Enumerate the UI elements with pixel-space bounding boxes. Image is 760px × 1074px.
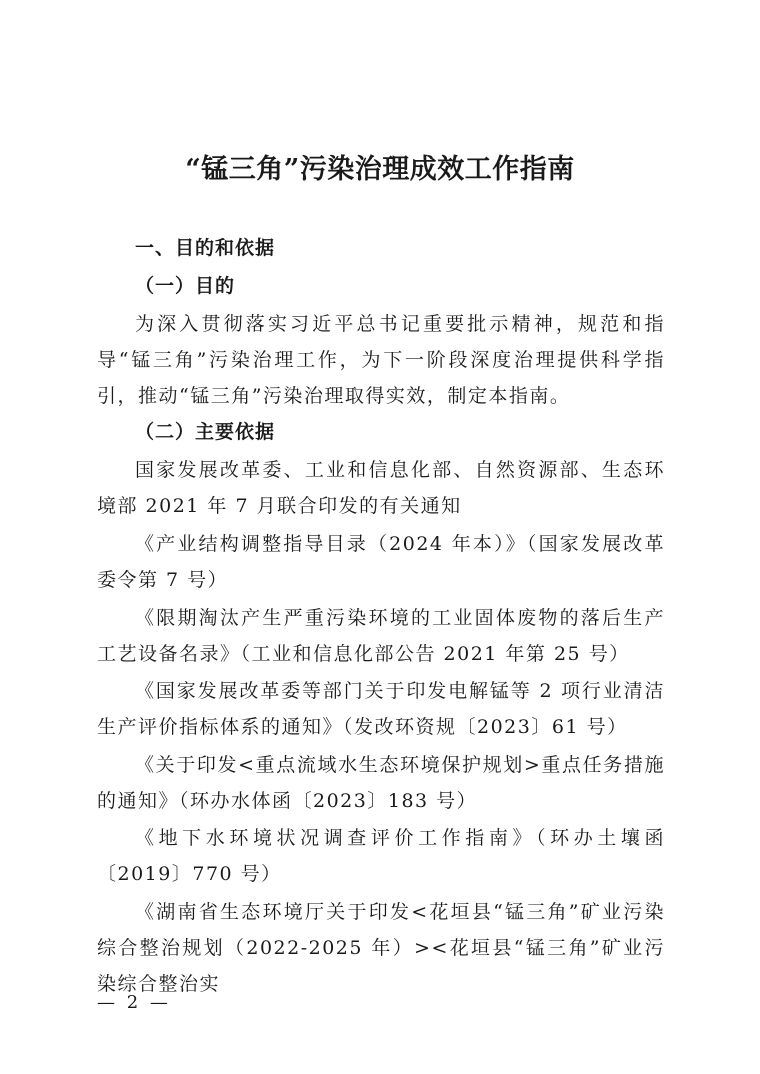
subsection-heading-purpose: （一）目的 xyxy=(135,275,236,297)
basis-item: 《地下水环境状况调查评价工作指南》（环办土壤函〔2019〕770 号） xyxy=(97,827,665,885)
basis-item: 《湖南省生态环境厅关于印发<花垣县“锰三角”矿业污染综合整治规划（2022-2025 年）><花垣县“锰三角”矿业污染综合整治实 xyxy=(97,901,665,995)
basis-item: 《国家发展改革委等部门关于印发电解锰等 2 项行业清洁生产评价指标体系的通知》（发改环资规〔2023〕61 号） xyxy=(97,680,665,738)
page-number: — 2 — xyxy=(97,992,171,1013)
basis-item: 《限期淘汰产生严重污染环境的工业固体废物的落后生产工艺设备名录》（工业和信息化部公告 2021 年第 25 号） xyxy=(97,607,665,665)
basis-item: 《产业结构调整指导目录（2024 年本）》（国家发展改革委令第 7 号） xyxy=(97,533,665,591)
basis-item: 国家发展改革委、工业和信息化部、自然资源部、生态环境部 2021 年 7 月联合印发的有关通知 xyxy=(97,459,665,517)
purpose-paragraph: 为深入贯彻落实习近平总书记重要批示精神，规范和指导“锰三角”污染治理工作，为下一阶段深度治理提供科学指引，推动“锰三角”污染治理取得实效，制定本指南。 xyxy=(97,313,665,407)
document-title: “锰三角”污染治理成效工作指南 xyxy=(185,154,575,185)
subsection-heading-main-basis: （二）主要依据 xyxy=(135,421,276,443)
section-heading-purpose-basis: 一、目的和依据 xyxy=(135,237,276,259)
basis-item: 《关于印发<重点流域水生态环境保护规划>重点任务措施的通知》（环办水体函〔2023〕183 号） xyxy=(97,754,665,812)
